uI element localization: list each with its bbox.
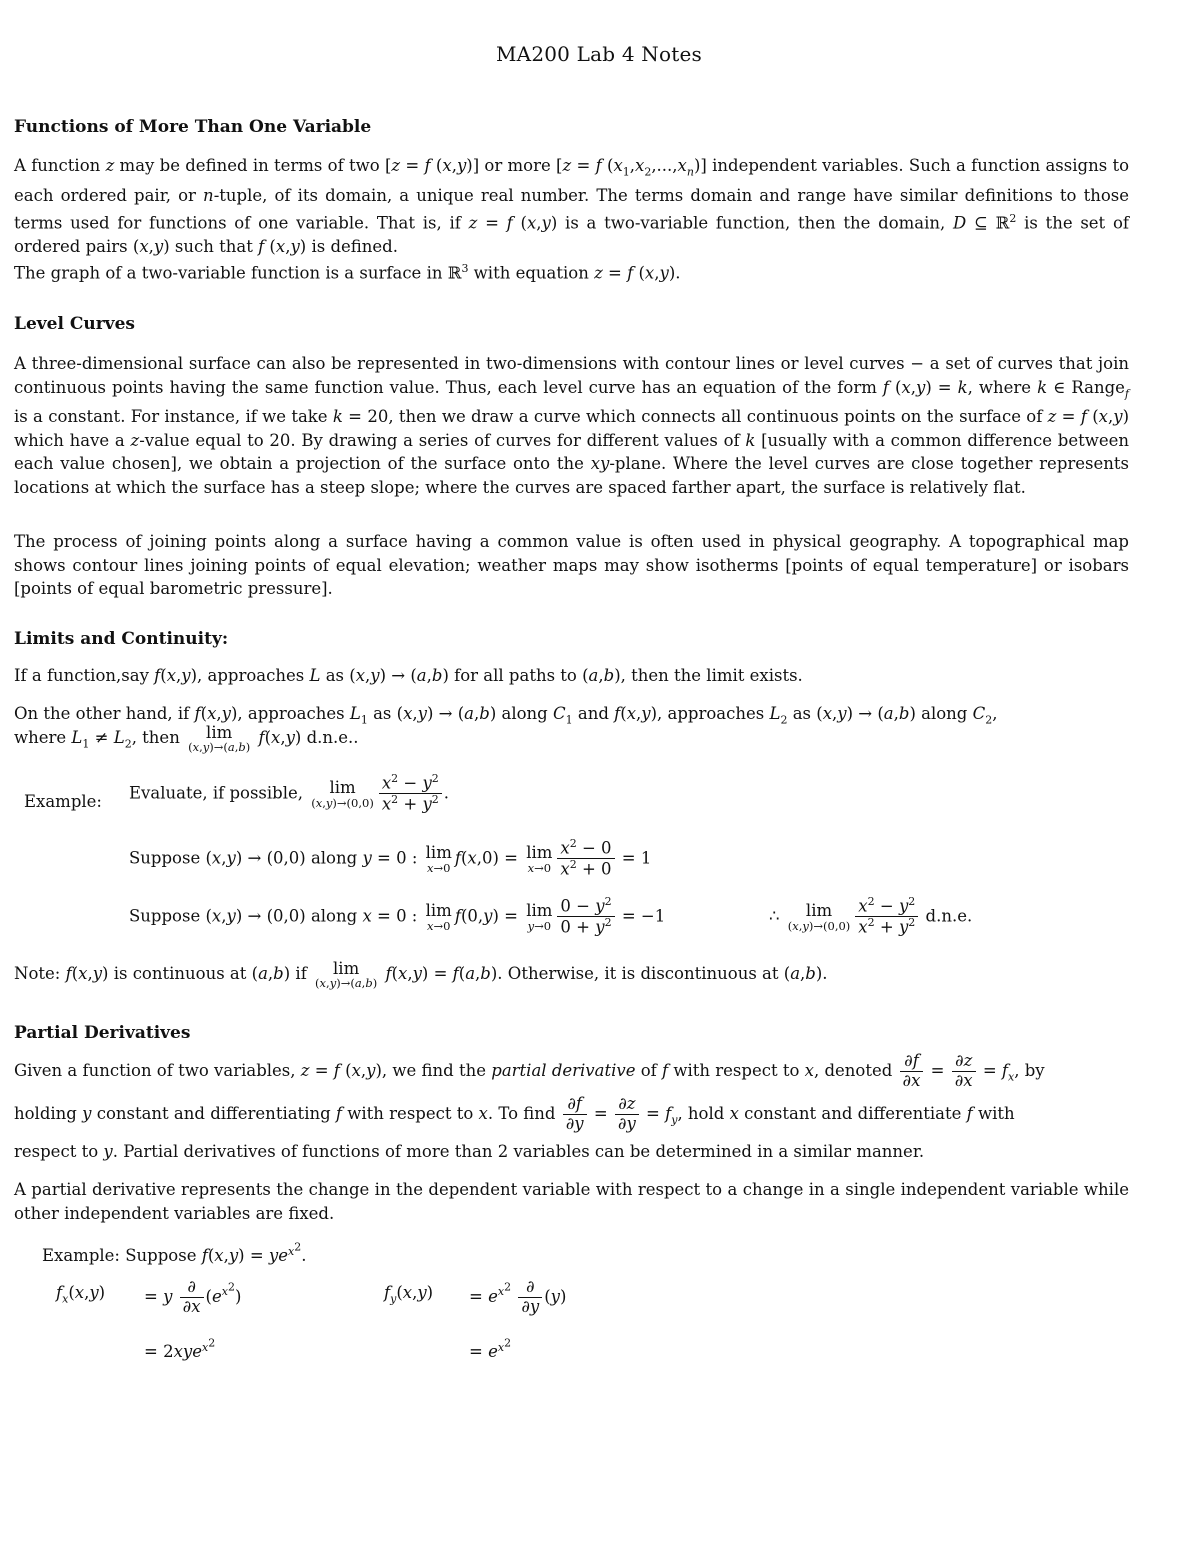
example-case-1: Suppose (x,y) → (0,0) along y = 0 : lim x→0 f(x,0) = lim x→0 $\frac{x^2 - 0}{x^2 + 0}$ = 1 bbox=[129, 837, 652, 879]
partial-paragraph-2: A partial derivative represents the change in the dependent variable with respect to a change in a single independent variable while other independent variables are fixed. bbox=[14, 1180, 1129, 1223]
limits-paragraph-2-line-1: On the other hand, if f(x,y), approaches $L_1$ as (x,y) → (a,b) along $C_1$ and f(x,y), approaches $L_2$ as (x,y) → (a,b) along $C_2$, bbox=[14, 704, 998, 727]
limits-paragraph-2-line-2: where $L_1 \ne L_2$, then lim (x,y)→(a,b) f(x,y) d.n.e.. bbox=[14, 723, 359, 755]
continuity-note: Note: f(x,y) is continuous at (a,b) if lim (x,y)→(a,b) f(x,y) = f(a,b). Otherwise, it is discontinuous at (a,b). bbox=[14, 959, 828, 991]
fx-derivation-expression: = y $\frac{\partial}{\partial x}$ $(e^{x^2})$ bbox=[144, 1277, 242, 1316]
example-case-2: Suppose (x,y) → (0,0) along x = 0 : lim x→0 f(0,y) = lim y→0 $\frac{0 - y^2}{0 + y^2}$ = −1 bbox=[129, 895, 666, 937]
section-heading-level-curves: Level Curves bbox=[14, 314, 135, 334]
section-heading-functions: Functions of More Than One Variable bbox=[14, 117, 372, 137]
example-problem: Evaluate, if possible, lim (x,y)→(0,0) $\frac{x^2 - y^2}{x^2 + y^2}$ . bbox=[129, 772, 450, 814]
partial-example: Example: Suppose $f(x,y) = ye^{x^2}$. bbox=[42, 1240, 307, 1266]
page-title: MA200 Lab 4 Notes bbox=[496, 42, 702, 66]
limits-paragraph-1: If a function,say f(x,y), approaches L as (x,y) → (a,b) for all paths to (a,b), then the limit exists. bbox=[14, 666, 803, 685]
fy-derivation-line-1: $f_y(x,y)$ bbox=[384, 1283, 434, 1306]
partial-paragraph-1-line-2: holding y constant and differentiating f with respect to x. To find $\frac{\partial f}{\partial y}$ = $\frac{\partial z}{\partial y}$ = $f_y$, hold x constant and differentiate f with bbox=[14, 1094, 1015, 1133]
example-conclusion: ∴ lim (x,y)→(0,0) $\frac{x^2 - y^2}{x^2 + y^2}$ d.n.e. bbox=[769, 895, 973, 937]
example-label: Example: bbox=[24, 792, 102, 811]
functions-paragraph-2: The graph of a two-variable function is a surface in ℝ$^3$ with equation z = f (x,y). bbox=[14, 262, 681, 283]
section-heading-limits: Limits and Continuity: bbox=[14, 629, 229, 649]
functions-paragraph-1: A function z may be defined in terms of two [z = f (x,y)] or more [z = f $(x_1,x_2,...,x_n)$] independent variables. Such a function assigns to each ordered pair, or n-tuple, of its domain, a unique real number. The terms domain and range have similar definitions to those terms used for functions of one variable. That is, if z = f (x,y) is a two-variable function, then the domain, D ⊆ ℝ$^2$ is the set of ordered pairs (x,y) such that f (x,y) is defined. bbox=[14, 156, 1130, 257]
fy-derivation-expression: = $e^{x^2}$ $\frac{\partial}{\partial y}$ (y) bbox=[469, 1277, 567, 1316]
fx-result: = 2xye$^{x^2}$ bbox=[144, 1336, 216, 1362]
fx-derivation-line-1: $f_x(x,y)$ bbox=[56, 1283, 106, 1306]
section-heading-partial-derivatives: Partial Derivatives bbox=[14, 1023, 191, 1043]
partial-paragraph-1-line-1: Given a function of two variables, z = f (x,y), we find the partial derivative of f with respect to x, denoted $\frac{\partial f}{\partial x}$ = $\frac{\partial z}{\partial x}$ = $f_x$, by bbox=[14, 1051, 1045, 1090]
partial-paragraph-1-line-3: respect to y. Partial derivatives of functions of more than 2 variables can be determined in a similar manner. bbox=[14, 1142, 925, 1161]
level-paragraph-1: A three-dimensional surface can also be represented in two-dimensions with contour lines or level curves − a set of curves that join continuous points having the same function value. Thus, each level curve has an equation of the form f (x,y) = k, where k ∈ Range$_f$ is a constant. For instance, if we take k = 20, then we draw a curve which connects all continuous points on the surface of z = f (x,y) which have a z-value equal to 20. By drawing a series of curves for different values of k [usually with a common difference between each value chosen], we obtain a projection of the surface onto the xy-plane. Where the level curves are close together represents locations at which the surface has a steep slope; where the curves are spaced farther apart, the surface is relatively flat. bbox=[14, 354, 1129, 497]
level-paragraph-2: The process of joining points along a surface having a common value is often used in physical geography. A topographical map shows contour lines joining points of equal elevation; weather maps may show isotherms [points of equal temperature] or isobars [points of equal barometric pressure]. bbox=[14, 532, 1129, 598]
fy-result: = $e^{x^2}$ bbox=[469, 1336, 512, 1362]
